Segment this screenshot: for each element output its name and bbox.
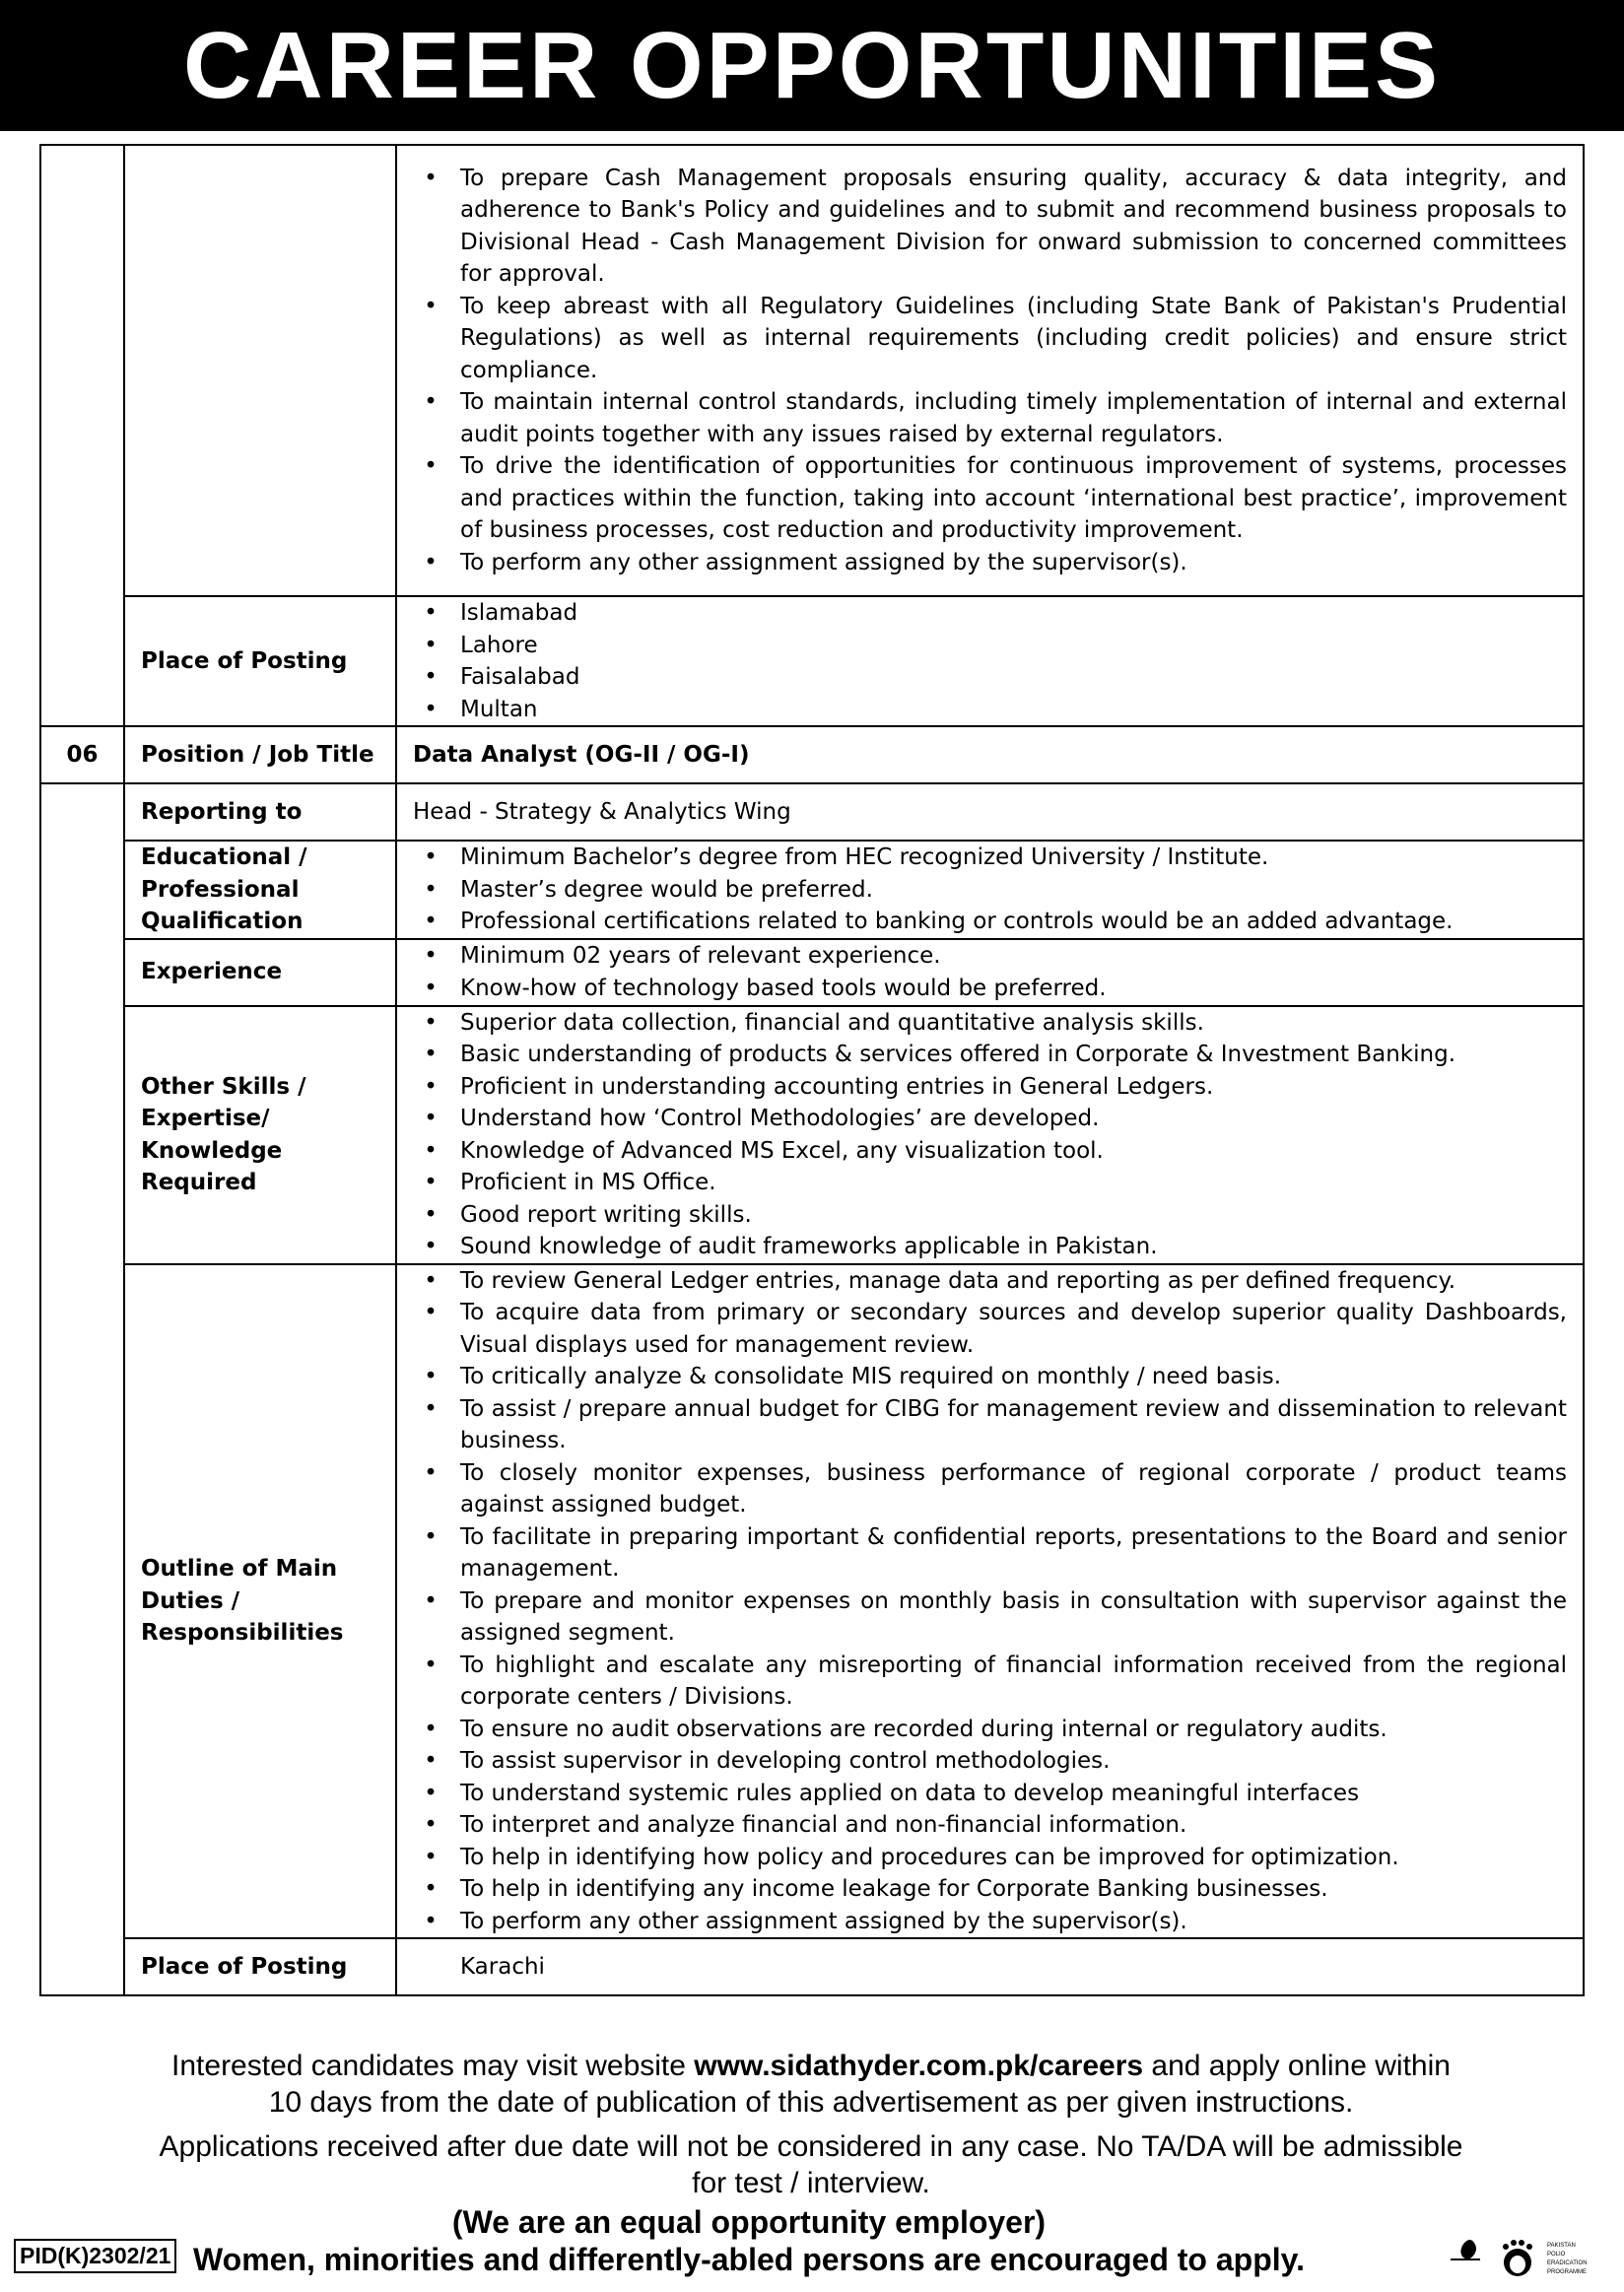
list-item: • Understand how ‘Control Methodologies’ are developed. [460, 1103, 1567, 1135]
list-item: • To review General Ledger entries, manage data and reporting as per defined frequency. [460, 1265, 1567, 1298]
list-item: • To assist / prepare annual budget for CIBG for management review and dissemination to relevant business. [460, 1393, 1567, 1457]
list-item: • To facilitate in preparing important & confidential reports, presentations to the Board and senior management. [460, 1521, 1567, 1585]
education-cell [396, 841, 1584, 939]
list-item: • Minimum 02 years of relevant experience. [460, 940, 1567, 973]
list-item: • To critically analyze & consolidate MIS required on monthly / need basis. [460, 1361, 1567, 1393]
list-item: • To keep abreast with all Regulatory Guidelines (including State Bank of Pakistan's Prudential Regulations) as well as internal requirements (including credit policies) and ensure strict compliance. [460, 291, 1567, 387]
jobs-table-wrap [39, 144, 1583, 1996]
table-row [40, 841, 1584, 939]
apply-text: 10 days from the date of publication of this advertisement as per given instructions. [268, 2086, 1354, 2119]
skills-list [421, 1007, 1567, 1263]
apply-note [39, 2048, 1583, 2121]
deadline-text: Applications received after due date will not be considered in any case. No TA/DA will be admissible [159, 2130, 1463, 2163]
experience-list [421, 940, 1567, 1004]
list-item: • Faisalabad [460, 661, 1567, 694]
page-title: CAREER OPPORTUNITIES [182, 12, 1442, 118]
duties-list [421, 163, 1567, 579]
svg-text:PROGRAMME: PROGRAMME [1547, 2269, 1588, 2275]
list-item: • Lahore [460, 630, 1567, 662]
list-item: • To highlight and escalate any misreporting of financial information received from the regional corporate centers / Divisions. [460, 1650, 1567, 1714]
list-item: • To ensure no audit observations are recorded during internal or regulatory audits. [460, 1714, 1567, 1746]
header-banner [0, 0, 1624, 131]
list-item: • To prepare Cash Management proposals ensuring quality, accuracy & data integrity, and adherence to Bank's Policy and guidelines and to submit and recommend business proposals to Divisional Head - Cash Management Division for onward submission to concerned committees for approval. [460, 163, 1567, 291]
deadline-text: for test / interview. [692, 2167, 930, 2199]
list-item: • Professional certifications related to banking or controls would be an added advantage. [460, 906, 1567, 938]
table-row [40, 596, 1584, 726]
number-cell [40, 783, 124, 1995]
list-item: • Good report writing skills. [460, 1199, 1567, 1232]
table-row [40, 1264, 1584, 1939]
website-link[interactable]: www.sidathyder.com.pk/careers [694, 2050, 1144, 2082]
table-row [40, 1938, 1584, 1995]
list-item: • To help in identifying any income leakage for Corporate Banking businesses. [460, 1873, 1567, 1906]
number-cell [40, 145, 124, 726]
list-item: • Minimum Bachelor’s degree from HEC recognized University / Institute. [460, 842, 1567, 874]
reporting-label: Reporting to [124, 783, 396, 841]
table-row [40, 939, 1584, 1006]
list-item: • Basic understanding of products & services offered in Corporate & Investment Banking. [460, 1039, 1567, 1071]
position-title: Data Analyst (OG-II / OG-I) [396, 726, 1584, 783]
apply-text: and apply online within [1143, 2050, 1451, 2082]
position-title-label: Position / Job Title [124, 726, 396, 783]
skills-label: Other Skills / Expertise/ Knowledge Required [124, 1006, 396, 1264]
list-item: • Know-how of technology based tools would be preferred. [460, 973, 1567, 1005]
duties-label: Outline of Main Duties / Responsibilities [124, 1264, 396, 1939]
list-item: • To perform any other assignment assigned by the supervisor(s). [460, 1906, 1567, 1938]
list-item: • Proficient in MS Office. [460, 1167, 1567, 1199]
position-number: 06 [40, 726, 124, 783]
education-label: Educational / Professional Qualification [124, 841, 396, 939]
list-item: • Sound knowledge of audit frameworks applicable in Pakistan. [460, 1231, 1567, 1263]
svg-text:PAKISTAN: PAKISTAN [1547, 2243, 1576, 2249]
list-item: • Superior data collection, financial and quantitative analysis skills. [460, 1007, 1567, 1040]
duties-cell [396, 1264, 1584, 1939]
list-item: • Islamabad [460, 597, 1567, 630]
list-item: • Multan [460, 694, 1567, 726]
list-item: • To help in identifying how policy and procedures can be improved for optimization. [460, 1842, 1567, 1874]
list-item: • To assist supervisor in developing control methodologies. [460, 1745, 1567, 1778]
table-row [40, 1006, 1584, 1264]
list-item: • To drive the identification of opportunities for continuous improvement of systems, processes and practices within the function, taking into account ‘international best practice’, improvement of business processes, cost reduction and productivity improvement. [460, 450, 1567, 547]
posting-list [421, 597, 1567, 725]
list-item: • To prepare and monitor expenses on monthly basis in consultation with supervisor against the assigned segment. [460, 1585, 1567, 1650]
education-list [421, 842, 1567, 938]
list-item: • To closely monitor expenses, business performance of regional corporate / product teams against assigned budget. [460, 1457, 1567, 1521]
list-item: • Knowledge of Advanced MS Excel, any visualization tool. [460, 1135, 1567, 1168]
posting-value: Karachi [396, 1938, 1584, 1995]
svg-text:POLIO: POLIO [1547, 2252, 1566, 2258]
duties-list [421, 1265, 1567, 1938]
experience-label: Experience [124, 939, 396, 1006]
list-item: • Proficient in understanding accounting entries in General Ledgers. [460, 1071, 1567, 1104]
duties-cell [396, 145, 1584, 596]
list-item: • To maintain internal control standards, including timely implementation of internal and external audit points together with any issues raised by external regulators. [460, 386, 1567, 450]
experience-cell [396, 939, 1584, 1006]
svg-text:ERADICATION: ERADICATION [1547, 2260, 1588, 2266]
equal-opportunity: (We are an equal opportunity employer) [451, 2204, 1047, 2240]
polio-eradication-logo [1445, 2229, 1612, 2284]
posting-label: Place of Posting [124, 596, 396, 726]
apply-text: Interested candidates may visit website [171, 2050, 695, 2082]
table-row [40, 145, 1584, 596]
label-cell [124, 145, 396, 596]
list-item: • To acquire data from primary or secondary sources and develop superior quality Dashboards, Visual displays used for management review. [460, 1297, 1567, 1361]
list-item: • To interpret and analyze financial and non-financial information. [460, 1809, 1567, 1842]
pid-code: PID(K)2302/21 [14, 2239, 176, 2273]
skills-cell [396, 1006, 1584, 1264]
list-item: • Master’s degree would be preferred. [460, 874, 1567, 907]
reporting-value: Head - Strategy & Analytics Wing [396, 783, 1584, 841]
list-item: • To understand systemic rules applied on data to develop meaningful interfaces [460, 1778, 1567, 1810]
table-row [40, 726, 1584, 783]
deadline-note [39, 2128, 1583, 2201]
list-item: • To perform any other assignment assigned by the supervisor(s). [460, 547, 1567, 579]
posting-label: Place of Posting [124, 1938, 396, 1995]
table-row [40, 783, 1584, 841]
posting-cell [396, 596, 1584, 726]
encourage-text: Women, minorities and differently-abled persons are encouraged to apply. [193, 2242, 1305, 2277]
jobs-table [39, 144, 1585, 1996]
